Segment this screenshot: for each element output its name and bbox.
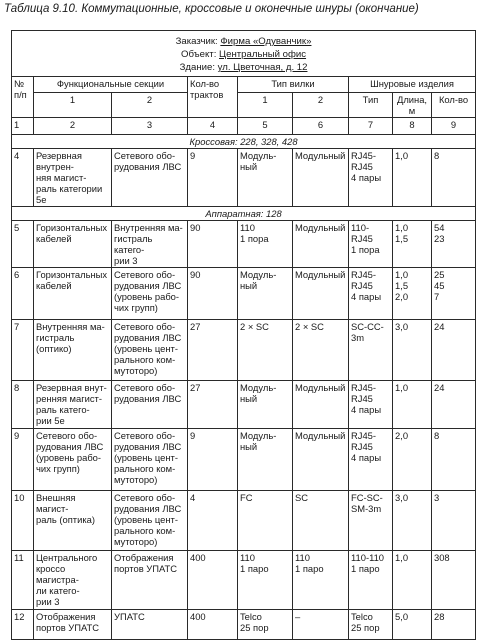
column-subheader-row: [12, 93, 476, 118]
col-length: Длина, м: [393, 93, 432, 118]
col-number: 3: [112, 118, 188, 135]
plug2-cell: 110 1 паро: [293, 551, 349, 610]
section1-cell: Отображения портов УПАТС: [34, 610, 112, 640]
col-number: 8: [393, 118, 432, 135]
section2-cell: УПАТС: [112, 610, 188, 640]
section-apparatus-label: Аппаратная: 128: [12, 207, 476, 221]
col-number: 1: [12, 118, 34, 135]
section1-cell: Горизонтальных кабелей: [34, 268, 112, 320]
section2-cell: Сетевого обо- рудования ЛВС: [112, 381, 188, 429]
building-line: [14, 61, 473, 74]
type-cell: RJ45- RJ45 4 пары: [349, 268, 393, 320]
row-num-cell: 4: [12, 149, 34, 207]
plug1-cell: 110 1 пора: [238, 221, 293, 268]
row-num-cell: 7: [12, 320, 34, 381]
col-header-num: № п/п: [12, 77, 34, 118]
section1-cell: Горизонтальных кабелей: [34, 221, 112, 268]
col-number: 5: [238, 118, 293, 135]
table-row: [12, 610, 476, 640]
table-row: [12, 149, 476, 207]
type-cell: 110-110 1 паро: [349, 551, 393, 610]
table-caption: Таблица 9.10. Коммутационные, кроссовые и оконечные шнуры (окончание): [4, 3, 419, 15]
table-row: [12, 381, 476, 429]
qty-cell: 24: [432, 320, 476, 381]
section1-cell: Внутренняя ма- гистраль (оптико): [34, 320, 112, 381]
row-num-cell: 6: [12, 268, 34, 320]
building-label: Здание:: [179, 62, 215, 73]
type-cell: 110-RJ45 1 пора: [349, 221, 393, 268]
plug1-cell: FC: [238, 491, 293, 551]
length-cell: 1,0 1,5: [393, 221, 432, 268]
plug2-cell: SC: [293, 491, 349, 551]
cords-table: [11, 30, 476, 640]
qty-cell: 308: [432, 551, 476, 610]
column-number-row: [12, 118, 476, 135]
col-number: 2: [34, 118, 112, 135]
plug1-cell: Модуль- ный: [238, 429, 293, 491]
plug1-cell: Telco 25 пор: [238, 610, 293, 640]
tracts-cell: 90: [188, 268, 238, 320]
row-num-cell: 10: [12, 491, 34, 551]
row-num-cell: 11: [12, 551, 34, 610]
section2-cell: Сетевого обо- рудования ЛВС (уровень цент- рального ком- мутоторо): [112, 429, 188, 491]
table-row: [12, 221, 476, 268]
type-cell: Telco 25 пор: [349, 610, 393, 640]
qty-cell: 28: [432, 610, 476, 640]
length-cell: 2,0: [393, 429, 432, 491]
customer-value: Фирма «Одуванчик»: [220, 36, 312, 47]
col-header-plug-type: Тип вилки: [238, 77, 349, 93]
tracts-cell: 4: [188, 491, 238, 551]
section2-cell: Внутренняя ма- гистраль катего- рии 3: [112, 221, 188, 268]
plug2-cell: Модульный: [293, 149, 349, 207]
customer-label: Заказчик:: [175, 36, 218, 47]
section2-cell: Сетевого обо- рудования ЛВС (уровень рабо- чих групп): [112, 268, 188, 320]
plug2-cell: 2 × SC: [293, 320, 349, 381]
plug2-cell: Модульный: [293, 268, 349, 320]
building-value: ул. Цветочная, д. 12: [217, 62, 308, 73]
section1-cell: Резервная внут- ренняя магист- раль катего- рии 5е: [34, 381, 112, 429]
table-row: [12, 268, 476, 320]
col-number: 7: [349, 118, 393, 135]
col-header-cord-products: Шнуровые изделия: [349, 77, 476, 93]
plug2-cell: Модульный: [293, 221, 349, 268]
section1-cell: Сетевого обо- рудования ЛВС (уровень рабо- чих групп): [34, 429, 112, 491]
qty-cell: 25 45 7: [432, 268, 476, 320]
section-cross-label: Кроссовая: 228, 328, 428: [12, 135, 476, 149]
col-plug-1: 1: [238, 93, 293, 118]
col-header-tracts: Кол-во трактов: [188, 77, 238, 118]
col-number: 9: [432, 118, 476, 135]
length-cell: 1,0 1,5 2,0: [393, 268, 432, 320]
plug1-cell: Модуль- ный: [238, 381, 293, 429]
type-cell: RJ45- RJ45 4 пары: [349, 429, 393, 491]
tracts-cell: 9: [188, 429, 238, 491]
section-row-apparatus: [12, 207, 476, 221]
section-row-cross: [12, 135, 476, 149]
col-qty: Кол-во: [432, 93, 476, 118]
qty-cell: 54 23: [432, 221, 476, 268]
row-num-cell: 12: [12, 610, 34, 640]
row-num-cell: 8: [12, 381, 34, 429]
tracts-cell: 27: [188, 381, 238, 429]
length-cell: 5,0: [393, 610, 432, 640]
section2-cell: Сетевого обо- рудования ЛВС (уровень цент- рального ком- мутоторо): [112, 320, 188, 381]
plug1-cell: 110 1 паро: [238, 551, 293, 610]
length-cell: 3,0: [393, 491, 432, 551]
row-num-cell: 9: [12, 429, 34, 491]
col-sub-2: 2: [112, 93, 188, 118]
table-row: [12, 320, 476, 381]
tracts-cell: 400: [188, 610, 238, 640]
col-header-sections: Функциональные секции: [34, 77, 188, 93]
length-cell: 1,0: [393, 551, 432, 610]
apparatus-section-rows: [12, 221, 476, 640]
plug2-cell: Модульный: [293, 381, 349, 429]
table-row: [12, 491, 476, 551]
length-cell: 3,0: [393, 320, 432, 381]
plug2-cell: Модульный: [293, 429, 349, 491]
col-number: 6: [293, 118, 349, 135]
plug1-cell: 2 × SC: [238, 320, 293, 381]
plug1-cell: Модуль- ный: [238, 149, 293, 207]
col-plug-2: 2: [293, 93, 349, 118]
qty-cell: 8: [432, 149, 476, 207]
col-number: 4: [188, 118, 238, 135]
type-cell: SC-CC- 3m: [349, 320, 393, 381]
section2-cell: Сетевого обо- рудования ЛВС (уровень цент- рального ком- мутоторо): [112, 491, 188, 551]
table-row: [12, 551, 476, 610]
tracts-cell: 9: [188, 149, 238, 207]
section1-cell: Центрального кроссо магистра- ли катего- рии 3: [34, 551, 112, 610]
col-sub-1: 1: [34, 93, 112, 118]
section1-cell: Внешняя магист- раль (оптика): [34, 491, 112, 551]
section2-cell: Отображения портов УПАТС: [112, 551, 188, 610]
type-cell: RJ45- RJ45 4 пары: [349, 149, 393, 207]
tracts-cell: 400: [188, 551, 238, 610]
type-cell: RJ45- RJ45 4 пары: [349, 381, 393, 429]
qty-cell: 3: [432, 491, 476, 551]
table-row: [12, 429, 476, 491]
column-header-row: [12, 77, 476, 93]
length-cell: 1,0: [393, 381, 432, 429]
object-value: Центральный офис: [219, 49, 307, 60]
qty-cell: 8: [432, 429, 476, 491]
customer-line: [14, 35, 473, 48]
type-cell: FC-SC- SM-3m: [349, 491, 393, 551]
object-line: [14, 48, 473, 61]
tracts-cell: 90: [188, 221, 238, 268]
section2-cell: Сетевого обо- рудования ЛВС: [112, 149, 188, 207]
section1-cell: Резервная внутрен- няя магист- раль категории 5е: [34, 149, 112, 207]
plug2-cell: –: [293, 610, 349, 640]
col-type: Тип: [349, 93, 393, 118]
qty-cell: 24: [432, 381, 476, 429]
object-label: Объект:: [181, 49, 217, 60]
length-cell: 1,0: [393, 149, 432, 207]
row-num-cell: 5: [12, 221, 34, 268]
cross-section-rows: [12, 149, 476, 207]
header-info-row: [12, 31, 476, 77]
tracts-cell: 27: [188, 320, 238, 381]
plug1-cell: Модуль- ный: [238, 268, 293, 320]
